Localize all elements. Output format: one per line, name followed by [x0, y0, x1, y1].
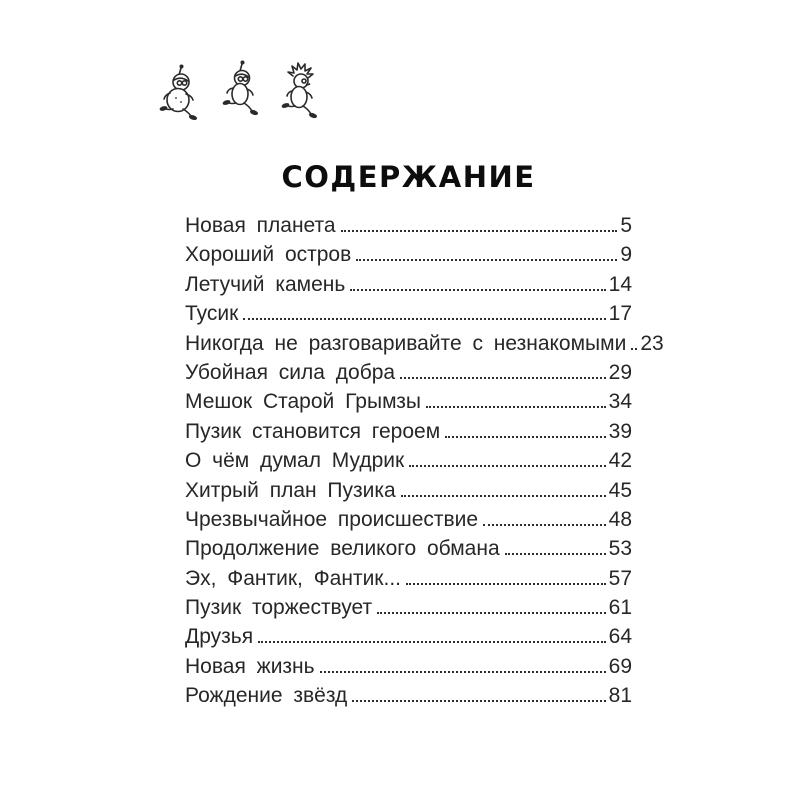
toc-row	[185, 625, 632, 654]
dotted-leader	[401, 494, 606, 497]
page-number: 9	[620, 243, 632, 267]
chapter-title: Эх, Фантик, Фантик...	[185, 566, 401, 590]
dotted-leader	[350, 288, 605, 291]
chapter-title: Продолжение великого обмана	[185, 537, 500, 561]
chapter-title: Чрезвычайное происшествие	[185, 507, 479, 531]
dotted-leader	[426, 405, 606, 408]
chapter-title: Пузик торжествует	[185, 596, 373, 620]
chapter-title: Убойная сила добра	[185, 360, 396, 384]
dotted-leader	[445, 435, 606, 438]
chapter-title: Хороший остров	[185, 243, 352, 267]
chapter-title: Никогда не разговаривайте с незнакомыми	[185, 331, 627, 355]
page-number: 48	[608, 507, 632, 531]
chapter-title: Друзья	[185, 625, 254, 649]
page-number: 23	[640, 331, 664, 355]
chapter-title: Хитрый план Пузика	[185, 478, 396, 502]
chapter-title: Рождение звёзд	[185, 684, 348, 708]
page-number: 64	[608, 625, 632, 649]
page-number: 17	[608, 302, 632, 326]
toc-list	[185, 214, 664, 714]
dotted-leader	[400, 376, 606, 379]
page-title: СОДЕРЖАНИЕ	[281, 160, 536, 194]
page-number: 45	[608, 478, 632, 502]
toc-row	[185, 537, 632, 566]
toc-row	[185, 596, 632, 625]
toc-row	[185, 420, 632, 449]
page-number: 53	[608, 537, 632, 561]
toc-row	[185, 243, 632, 272]
toc-row	[185, 479, 632, 508]
toc-row	[185, 567, 632, 596]
dotted-leader	[409, 464, 605, 467]
page-number: 29	[608, 360, 632, 384]
toc-row	[185, 214, 632, 243]
dotted-leader	[631, 347, 637, 350]
dotted-leader	[352, 699, 605, 702]
page-number: 69	[608, 654, 632, 678]
toc-row	[185, 449, 632, 478]
chapter-title: Новая планета	[185, 214, 336, 237]
dotted-leader	[341, 229, 618, 232]
page-number: 42	[608, 449, 632, 473]
toc-row	[185, 390, 632, 419]
toc-row	[185, 361, 632, 390]
toc-row	[185, 273, 632, 302]
dotted-leader	[483, 523, 606, 526]
chapter-title: Новая жизнь	[185, 654, 315, 678]
running-kids-icon	[150, 55, 330, 125]
dotted-leader	[356, 258, 617, 261]
toc-row	[185, 655, 632, 684]
dotted-leader	[406, 582, 606, 585]
page-number: 34	[608, 390, 632, 414]
page-number: 61	[608, 596, 632, 620]
page-number: 57	[608, 566, 632, 590]
toc-row	[185, 508, 632, 537]
page-number: 39	[608, 419, 632, 443]
toc-row	[185, 331, 664, 361]
chapter-title: Пузик становится героем	[185, 419, 441, 443]
chapter-title: Мешок Старой Грымзы	[185, 390, 421, 414]
dotted-leader	[258, 640, 606, 643]
dotted-leader	[320, 670, 606, 673]
dotted-leader	[377, 611, 606, 614]
chapter-title: Тусик	[185, 302, 239, 326]
chapter-title: О чём думал Мудрик	[185, 449, 405, 473]
dotted-leader	[505, 552, 606, 555]
page-number: 81	[608, 684, 632, 708]
page-number: 5	[620, 214, 632, 237]
page-number: 14	[608, 272, 632, 296]
toc-row	[185, 302, 632, 331]
dotted-leader	[243, 317, 605, 320]
chapter-title: Летучий камень	[185, 272, 346, 296]
toc-row	[185, 684, 632, 713]
